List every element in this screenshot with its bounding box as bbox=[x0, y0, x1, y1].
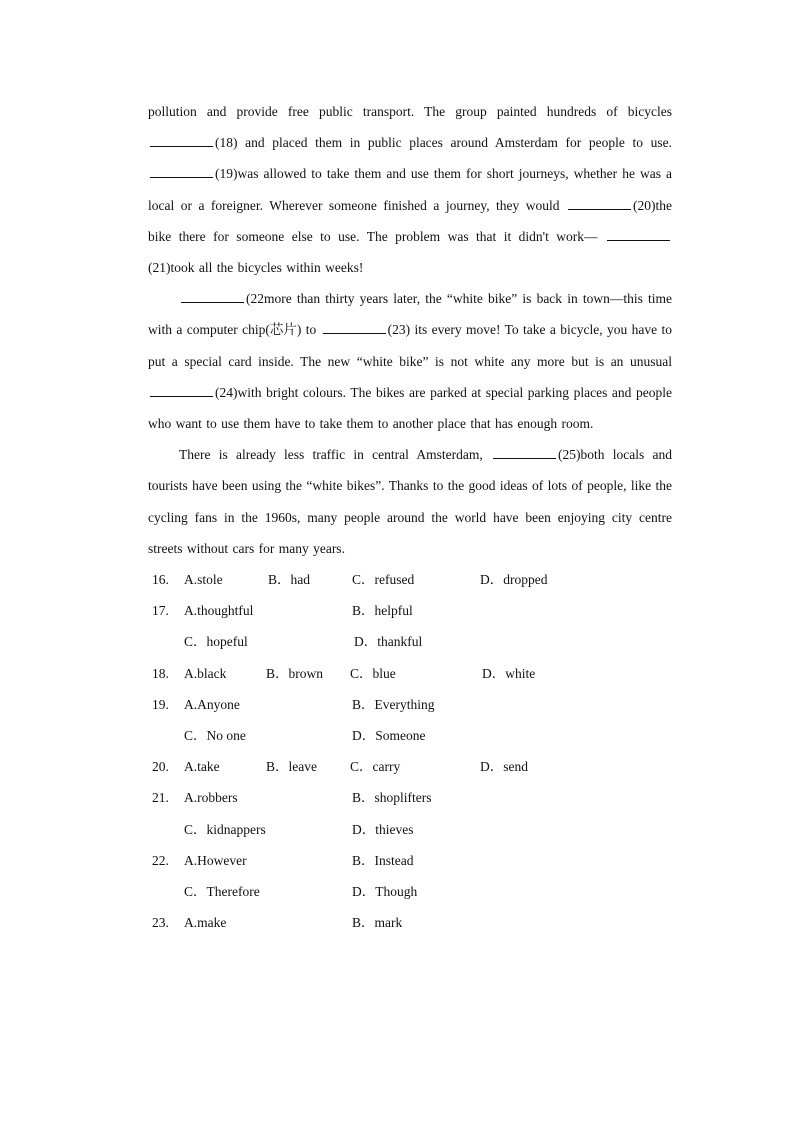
passage-text: (19)was allowed to take them and use them for short journeys, whether he was a local or a foreigner. Wherever someone finished a journey, they would bbox=[148, 166, 672, 213]
option-b[interactable]: B．helpful bbox=[352, 603, 413, 619]
option-c[interactable]: C．blue bbox=[350, 665, 396, 681]
question-22-line-2 bbox=[148, 876, 672, 907]
blank-22 bbox=[181, 289, 244, 303]
question-18 bbox=[148, 658, 672, 689]
passage-text: (20)the bike there for someone else to use. The problem was that it didn't work— bbox=[148, 197, 672, 244]
option-b[interactable]: B．leave bbox=[266, 759, 317, 775]
question-number: 16. bbox=[152, 572, 169, 588]
option-b[interactable]: B．had bbox=[268, 572, 310, 588]
question-number: 21. bbox=[152, 790, 169, 806]
blank-20 bbox=[568, 196, 631, 210]
option-c[interactable]: C．refused bbox=[352, 572, 415, 588]
exam-page bbox=[148, 96, 672, 938]
option-a[interactable]: A.Anyone bbox=[184, 696, 240, 712]
question-17 bbox=[148, 595, 672, 626]
blank-23 bbox=[323, 320, 386, 334]
blank-25 bbox=[493, 445, 556, 459]
option-c[interactable]: C．kidnappers bbox=[184, 821, 266, 837]
passage-text: (18) and placed them in public places around Amsterdam for people to use. bbox=[215, 135, 672, 151]
question-number: 17. bbox=[152, 603, 169, 619]
blank-18 bbox=[150, 133, 213, 147]
option-d[interactable]: D．thankful bbox=[354, 634, 423, 650]
passage-text: (22more than thirty years later, the “white bike” is back in town—this time with a computer chip(芯片) to bbox=[148, 291, 672, 338]
question-17-line-2 bbox=[148, 626, 672, 657]
question-16 bbox=[148, 564, 672, 595]
option-a[interactable]: A.take bbox=[184, 759, 220, 775]
question-number: 19. bbox=[152, 696, 169, 712]
option-a[interactable]: A.thoughtful bbox=[184, 603, 254, 619]
question-number: 23. bbox=[152, 915, 169, 931]
option-a[interactable]: A.stole bbox=[184, 572, 223, 588]
passage-text: (23) its every move! To take a bicycle, you have to put a special card inside. The new “white bike” is not white any more but is an unusual bbox=[148, 322, 672, 369]
option-c[interactable]: C．No one bbox=[184, 727, 246, 743]
question-21 bbox=[148, 782, 672, 813]
passage-text: (21)took all the bicycles within weeks! bbox=[148, 260, 364, 276]
passage-text: (25)both locals and tourists have been using the “white bikes”. Thanks to the good ideas of lots of people, like the cycling fans in the 1960s, many people around the world have been enjoying city centre streets without cars for many years. bbox=[148, 447, 673, 556]
option-d[interactable]: D．Though bbox=[352, 883, 418, 899]
option-a[interactable]: A.black bbox=[184, 665, 227, 681]
option-d[interactable]: D．white bbox=[482, 665, 536, 681]
option-a[interactable]: A.robbers bbox=[184, 790, 238, 806]
option-b[interactable]: B．Instead bbox=[352, 852, 414, 868]
question-19-line-2 bbox=[148, 720, 672, 751]
passage-text: There is already less traffic in central Amsterdam, bbox=[179, 447, 492, 463]
option-d[interactable]: D．Someone bbox=[352, 727, 426, 743]
blank-19 bbox=[150, 164, 213, 178]
option-c[interactable]: C．carry bbox=[350, 759, 401, 775]
option-b[interactable]: B．mark bbox=[352, 915, 403, 931]
passage-paragraph-2 bbox=[148, 283, 672, 439]
passage-paragraph-1 bbox=[148, 96, 672, 283]
option-a[interactable]: A.However bbox=[184, 852, 247, 868]
question-number: 20. bbox=[152, 759, 169, 775]
question-number: 22. bbox=[152, 852, 169, 868]
passage-text: pollution and provide free public transport. The group painted hundreds of bicycles bbox=[148, 104, 672, 119]
option-d[interactable]: D．thieves bbox=[352, 821, 414, 837]
option-d[interactable]: D．dropped bbox=[480, 572, 548, 588]
question-21-line-2 bbox=[148, 814, 672, 845]
option-b[interactable]: B．shoplifters bbox=[352, 790, 432, 806]
option-c[interactable]: C．hopeful bbox=[184, 634, 248, 650]
option-b[interactable]: B．brown bbox=[266, 665, 323, 681]
question-list bbox=[148, 564, 672, 938]
passage-text: (24)with bright colours. The bikes are parked at special parking places and people who want to use them have to take them to another place that has enough room. bbox=[148, 384, 672, 432]
question-19 bbox=[148, 689, 672, 720]
option-b[interactable]: B．Everything bbox=[352, 696, 435, 712]
question-23 bbox=[148, 907, 672, 938]
blank-24 bbox=[150, 383, 213, 397]
option-a[interactable]: A.make bbox=[184, 915, 227, 931]
question-20 bbox=[148, 751, 672, 782]
question-22 bbox=[148, 845, 672, 876]
passage-paragraph-3 bbox=[148, 439, 672, 564]
option-c[interactable]: C．Therefore bbox=[184, 883, 260, 899]
option-d[interactable]: D．send bbox=[480, 759, 528, 775]
question-number: 18. bbox=[152, 665, 169, 681]
blank-21 bbox=[607, 227, 670, 241]
